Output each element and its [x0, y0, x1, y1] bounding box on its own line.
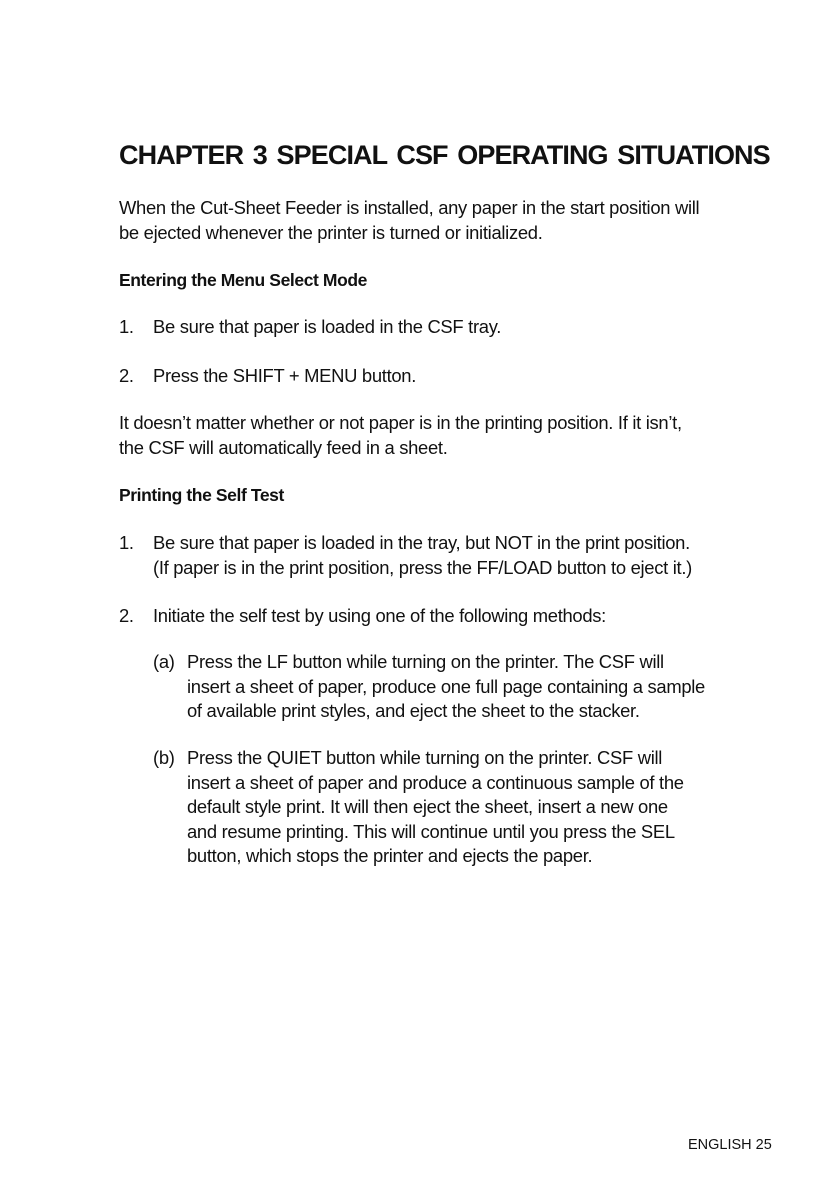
page-footer: ENGLISH 25 — [688, 1137, 772, 1153]
method-text: insert a sheet of paper and produce a continuous sample of the — [187, 771, 684, 793]
intro-line: be ejected whenever the printer is turned or initialized. — [119, 222, 543, 243]
note-line: the CSF will automatically feed in a sheet. — [119, 437, 448, 458]
step-text: Press the SHIFT + MENU button. — [153, 365, 417, 386]
method-text: of available print styles, and eject the sheet to the stacker. — [187, 700, 640, 721]
intro-line: When the Cut-Sheet Feeder is installed, any paper in the start position will — [119, 197, 700, 218]
method-text: Press the QUIET button while turning on the printer. CSF will — [187, 747, 663, 768]
method-text: default style print. It will then eject the sheet, insert a new one — [187, 796, 668, 817]
chapter-title: CHAPTER 3 SPECIAL CSF OPERATING SITUATIONS — [119, 140, 770, 170]
step-text: Be sure that paper is loaded in the CSF tray. — [153, 316, 502, 337]
method-text: insert a sheet of paper, produce one full page containing a sample — [187, 675, 705, 697]
method-label: (b) — [153, 747, 175, 768]
step-number: 2. — [119, 605, 134, 626]
step-text: Initiate the self test by using one of the following methods: — [153, 605, 606, 626]
intro-paragraph — [119, 195, 779, 245]
menu-select-heading: Entering the Menu Select Mode — [119, 270, 368, 290]
step-text: Be sure that paper is loaded in the tray, but NOT in the print position. — [153, 532, 690, 553]
method-text: Press the LF button while turning on the printer. The CSF will — [187, 651, 664, 672]
step-number: 2. — [119, 365, 134, 386]
method-text: button, which stops the printer and ejects the paper. — [187, 845, 593, 866]
note-line: It doesn’t matter whether or not paper is in the printing position. If it isn’t, — [119, 412, 682, 433]
self-test-heading: Printing the Self Test — [119, 485, 284, 505]
step-text: (If paper is in the print position, press the FF/LOAD button to eject it.) — [153, 557, 692, 578]
method-text: and resume printing. This will continue until you press the SEL — [187, 820, 675, 842]
menu-note-paragraph — [119, 410, 779, 460]
method-label: (a) — [153, 651, 175, 672]
step-number: 1. — [119, 316, 134, 337]
step-number: 1. — [119, 532, 134, 553]
